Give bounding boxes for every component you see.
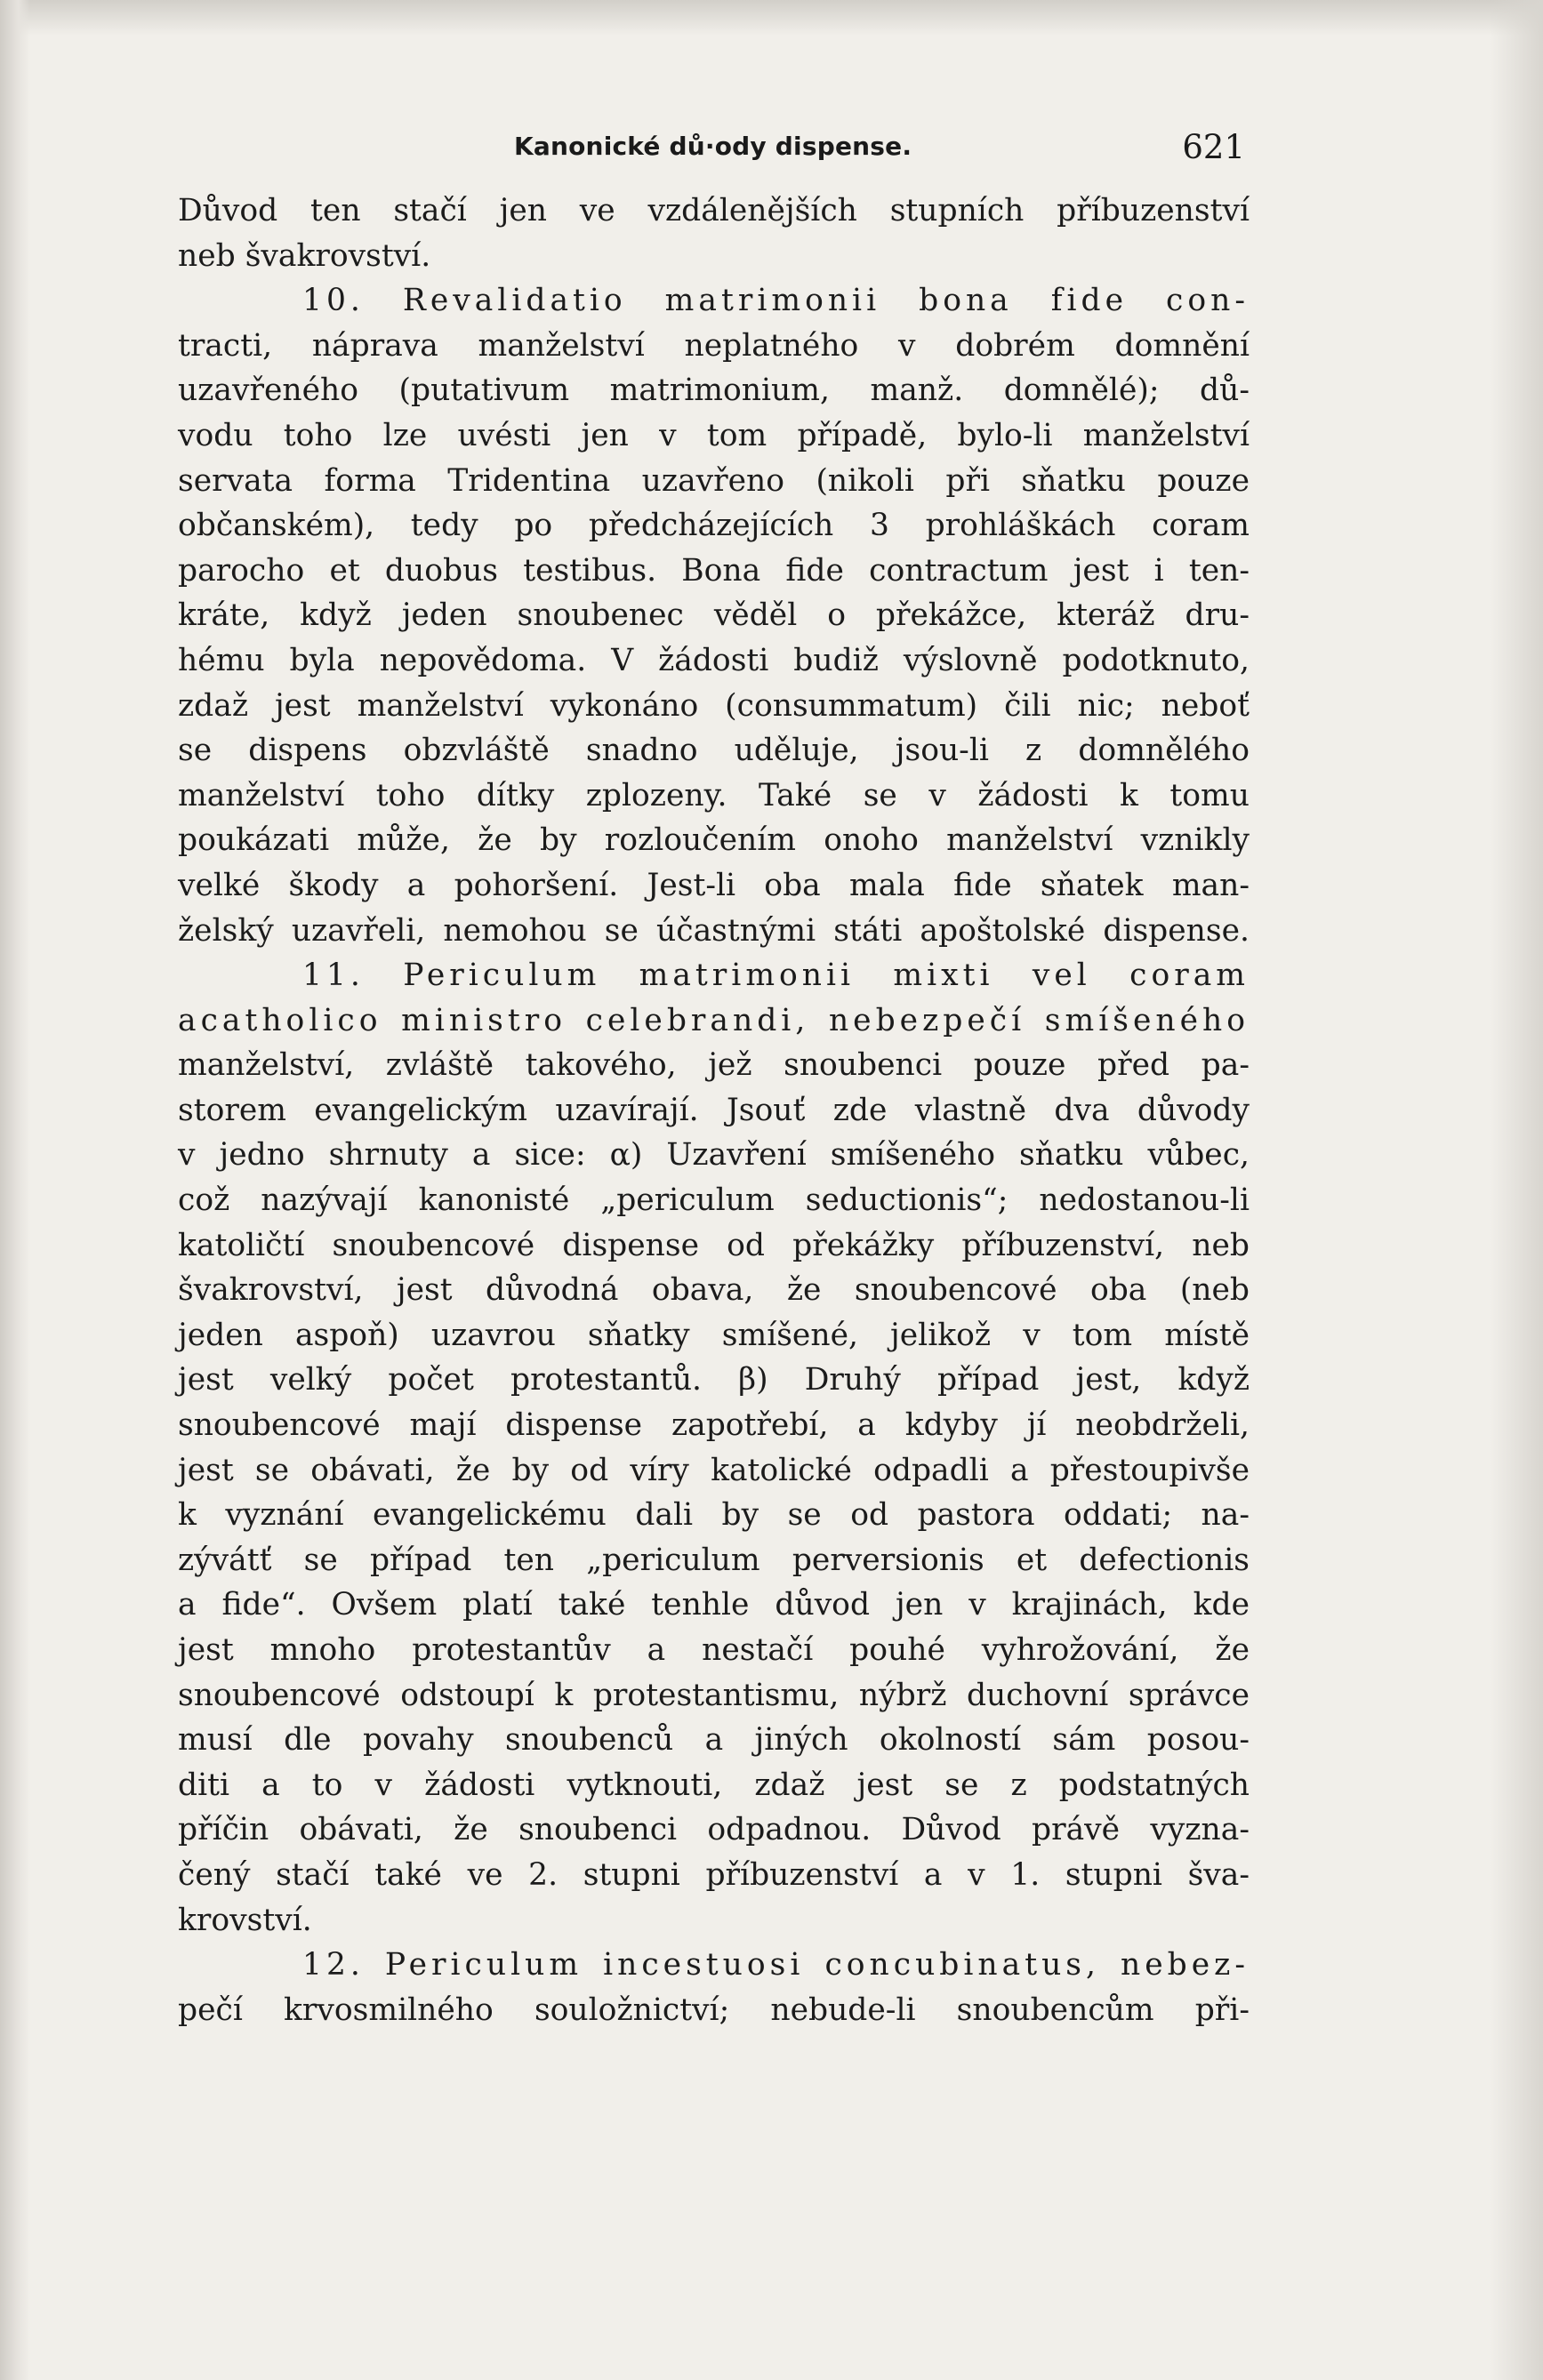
text-line: velké škody a pohoršení. Jest-li oba mala fide sňatek man- [178, 867, 1250, 903]
page-number: 621 [1182, 128, 1245, 166]
text-line: jeden aspoň) uzavrou sňatky smíšené, jelikož v tom místě [178, 1317, 1250, 1353]
text-line: katoličtí snoubencové dispense od překážky příbuzenství, neb [178, 1227, 1250, 1263]
text-line: hému byla nepovědoma. V žádosti budiž výslovně podotknuto, [178, 642, 1250, 678]
section-heading-line: 10. Revalidatio matrimonii bona fide con- [302, 283, 1250, 319]
text-line: jest velký počet protestantů. β) Druhý případ jest, když [178, 1362, 1250, 1398]
text-line: neb švakrovství. [178, 237, 431, 274]
text-line: pečí krvosmilného souložnictví; nebude-li snoubencům při- [178, 1991, 1250, 2028]
text-line: se dispens obzvláště snadno uděluje, jsou-li z domnělého [178, 733, 1250, 769]
text-line: jest se obávati, že by od víry katolické odpadli a přestoupivše [178, 1452, 1250, 1488]
text-line: želský uzavřeli, nemohou se účastnými státi apoštolské dispense. [178, 912, 1250, 949]
text-line: občanském), tedy po předcházejících 3 prohláškách coram [178, 508, 1250, 544]
text-line: v jedno shrnuty a sice: α) Uzavření smíšeného sňatku vůbec, [178, 1137, 1250, 1174]
text-line: čený stačí také ve 2. stupni příbuzenství a v 1. stupni šva- [178, 1856, 1250, 1893]
text-line: diti a to v žádosti vytknouti, zdaž jest se z podstatných [178, 1767, 1250, 1803]
text-line: švakrovství, jest důvodná obava, že snoubencové oba (neb [178, 1272, 1250, 1309]
text-line: krovství. [178, 1902, 312, 1938]
text-line: parocho et duobus testibus. Bona fide contractum jest i ten- [178, 552, 1250, 589]
text-line: jest mnoho protestantův a nestačí pouhé vyhrožování, že [178, 1632, 1250, 1668]
section-heading-line: 11. Periculum matrimonii mixti vel coram [302, 958, 1250, 994]
text-line: příčin obávati, že snoubenci odpadnou. Důvod právě vyzna- [178, 1812, 1250, 1848]
text-line: tracti, náprava manželství neplatného v dobrém domnění [178, 327, 1250, 364]
text-line: snoubencové mají dispense zapotřebí, a kdyby jí neobdrželi, [178, 1407, 1250, 1444]
text-line: což nazývají kanonisté „periculum seductionis“; nedostanou-li [178, 1182, 1250, 1219]
text-line: poukázati může, že by rozloučením onoho manželství vznikly [178, 822, 1250, 859]
section-heading-line: 12. Periculum incestuosi concubinatus, nebez- [302, 1947, 1250, 1983]
page-header [178, 128, 1245, 176]
text-line: Důvod ten stačí jen ve vzdálenějších stupních příbuzenství [178, 193, 1250, 228]
text-line: kráte, když jeden snoubenec věděl o překážce, kteráž dru- [178, 597, 1250, 634]
running-title: Kanonické dů·ody dispense. [514, 132, 912, 161]
text-line: manželství toho dítky zplozeny. Také se v žádosti k tomu [178, 777, 1250, 813]
section-heading-line: acatholico ministro celebrandi, nebezpečí smíšeného [178, 1002, 1250, 1038]
text-line: snoubencové odstoupí k protestantismu, nýbrž duchovní správce [178, 1677, 1250, 1713]
text-line: servata forma Tridentina uzavřeno (nikoli při sňatku pouze [178, 462, 1250, 499]
text-line: musí dle povahy snoubenců a jiných okolností sám posou- [178, 1722, 1250, 1759]
page-right-shadow [1490, 0, 1543, 2380]
page-top-shadow [0, 0, 1543, 36]
text-line: zdaž jest manželství vykonáno (consummatum) čili nic; neboť [178, 687, 1250, 724]
text-line: zývátť se případ ten „periculum perversionis et defectionis [178, 1542, 1250, 1578]
text-line: k vyznání evangelickému dali by se od pastora oddati; na- [178, 1497, 1250, 1534]
body-text [178, 188, 1250, 2032]
page-left-shadow [0, 0, 30, 2380]
text-line: a fide“. Ovšem platí také tenhle důvod jen v krajinách, kde [178, 1587, 1250, 1623]
text-line: storem evangelickým uzavírají. Jsouť zde vlastně dva důvody [178, 1092, 1250, 1128]
text-line: uzavřeného (putativum matrimonium, manž. domnělé); dů- [178, 373, 1250, 409]
text-line: manželství, zvláště takového, jež snoubenci pouze před pa- [178, 1047, 1250, 1084]
text-line: vodu toho lze uvésti jen v tom případě, bylo-li manželství [178, 417, 1250, 453]
